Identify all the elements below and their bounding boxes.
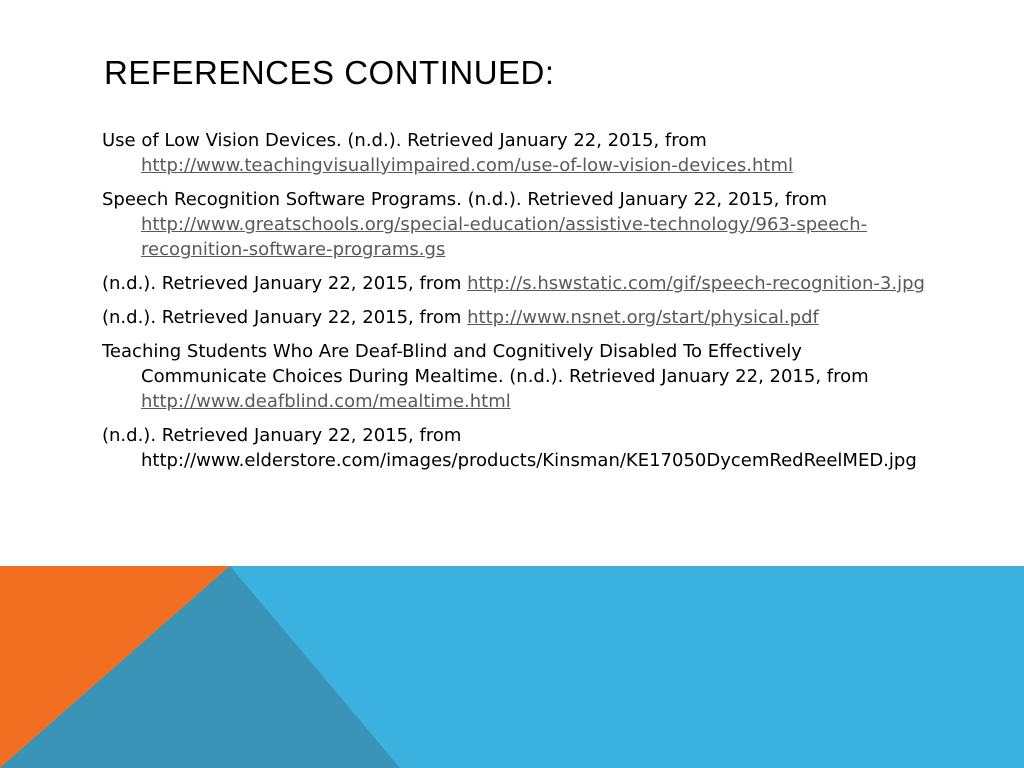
reference-link[interactable]: http://www.teachingvisuallyimpaired.com/use-of-low-vision-devices.html <box>141 155 793 176</box>
reference-list <box>102 128 932 482</box>
reference-text: (n.d.). Retrieved January 22, 2015, from <box>102 273 462 294</box>
reference-item <box>102 423 932 473</box>
reference-link[interactable]: http://www.greatschools.org/special-education/assistive-technology/963-speech-recognition-software-programs.gs <box>141 214 868 260</box>
reference-item <box>102 128 932 178</box>
reference-item <box>102 187 932 262</box>
reference-item <box>102 305 932 330</box>
reference-item <box>102 339 932 414</box>
reference-text: (n.d.). Retrieved January 22, 2015, from <box>102 425 462 446</box>
reference-link[interactable]: http://www.nsnet.org/start/physical.pdf <box>467 307 819 328</box>
reference-link[interactable]: http://s.hswstatic.com/gif/speech-recognition-3.jpg <box>467 273 925 294</box>
decorative-footer-band <box>0 566 1024 768</box>
reference-text: Speech Recognition Software Programs. (n.d.). Retrieved January 22, 2015, from <box>102 189 827 210</box>
reference-item <box>102 271 932 296</box>
reference-text: Use of Low Vision Devices. (n.d.). Retrieved January 22, 2015, from <box>102 130 707 151</box>
reference-link[interactable]: http://www.deafblind.com/mealtime.html <box>141 391 511 412</box>
reference-plain-url: http://www.elderstore.com/images/products/Kinsman/KE17050DycemRedReelMED.jpg <box>141 450 917 471</box>
reference-text: Teaching Students Who Are Deaf-Blind and Cognitively Disabled To Effectively Communicate Choices During Mealtime. (n.d.). Retrieved January 22, 2015, from <box>102 341 869 387</box>
reference-text: (n.d.). Retrieved January 22, 2015, from <box>102 307 462 328</box>
slide-title: REFERENCES CONTINUED: <box>104 54 555 91</box>
